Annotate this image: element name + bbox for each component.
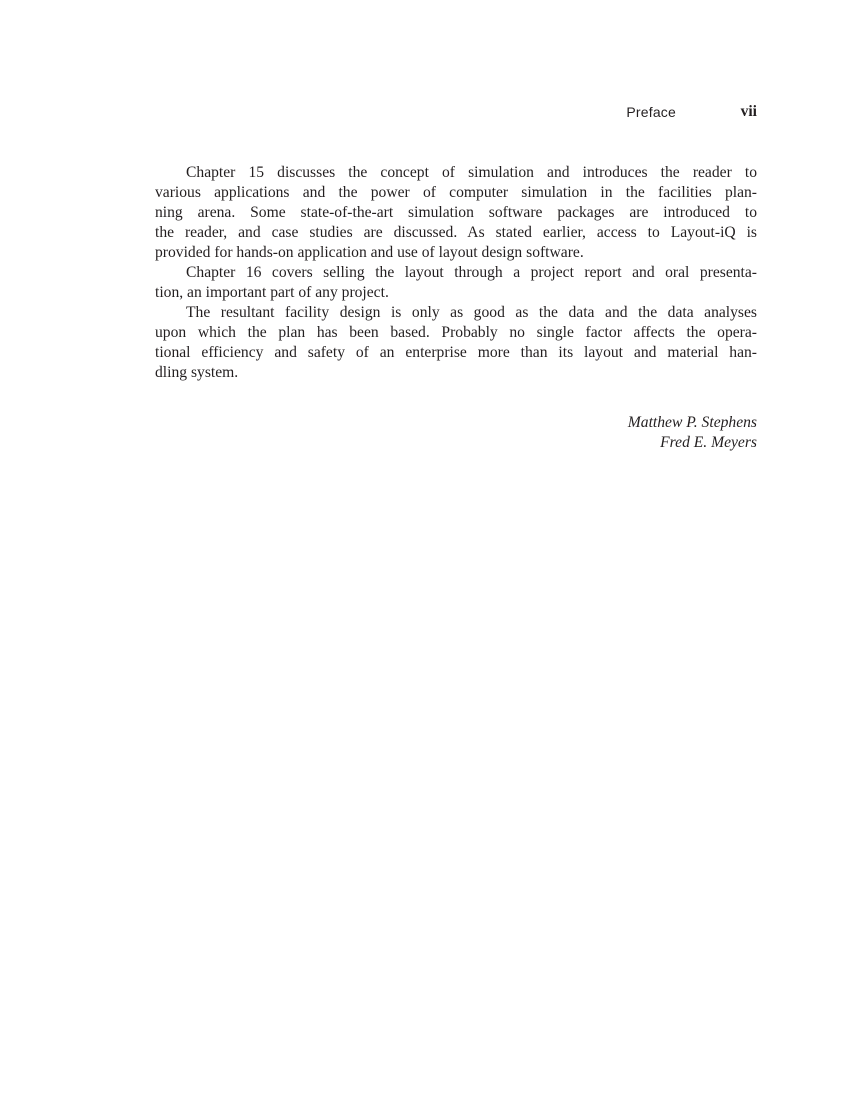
author-signature xyxy=(628,413,757,453)
preface-body xyxy=(155,163,757,383)
text-line: upon which the plan has been based. Probably no single factor affects the opera- xyxy=(155,324,757,341)
paragraph-chapter-16 xyxy=(155,263,757,303)
running-head-section-title: Preface xyxy=(626,104,676,120)
text-line: ning arena. Some state-of-the-art simulation software packages are introduced to xyxy=(155,204,757,221)
text-line: tion, an important part of any project. xyxy=(155,284,389,301)
paragraph-simulation xyxy=(155,163,757,263)
text-line: the reader, and case studies are discussed. As stated earlier, access to Layout-iQ is xyxy=(155,224,757,241)
text-line: provided for hands-on application and use of layout design software. xyxy=(155,244,584,261)
text-line: Chapter 16 covers selling the layout through a project report and oral presenta- xyxy=(186,264,757,281)
text-line: Chapter 15 discusses the concept of simulation and introduces the reader to xyxy=(186,164,757,181)
text-line: The resultant facility design is only as good as the data and the data analyses xyxy=(186,304,757,321)
text-line: tional efficiency and safety of an enterprise more than its layout and material han- xyxy=(155,344,757,361)
author-name: Matthew P. Stephens xyxy=(627,414,757,431)
text-line: dling system. xyxy=(155,364,239,381)
running-head xyxy=(155,102,757,124)
paragraph-facility-design xyxy=(155,303,757,383)
author-name: Fred E. Meyers xyxy=(660,434,757,451)
text-line: various applications and the power of computer simulation in the facilities plan- xyxy=(155,184,757,201)
page-number: vii xyxy=(740,103,757,120)
